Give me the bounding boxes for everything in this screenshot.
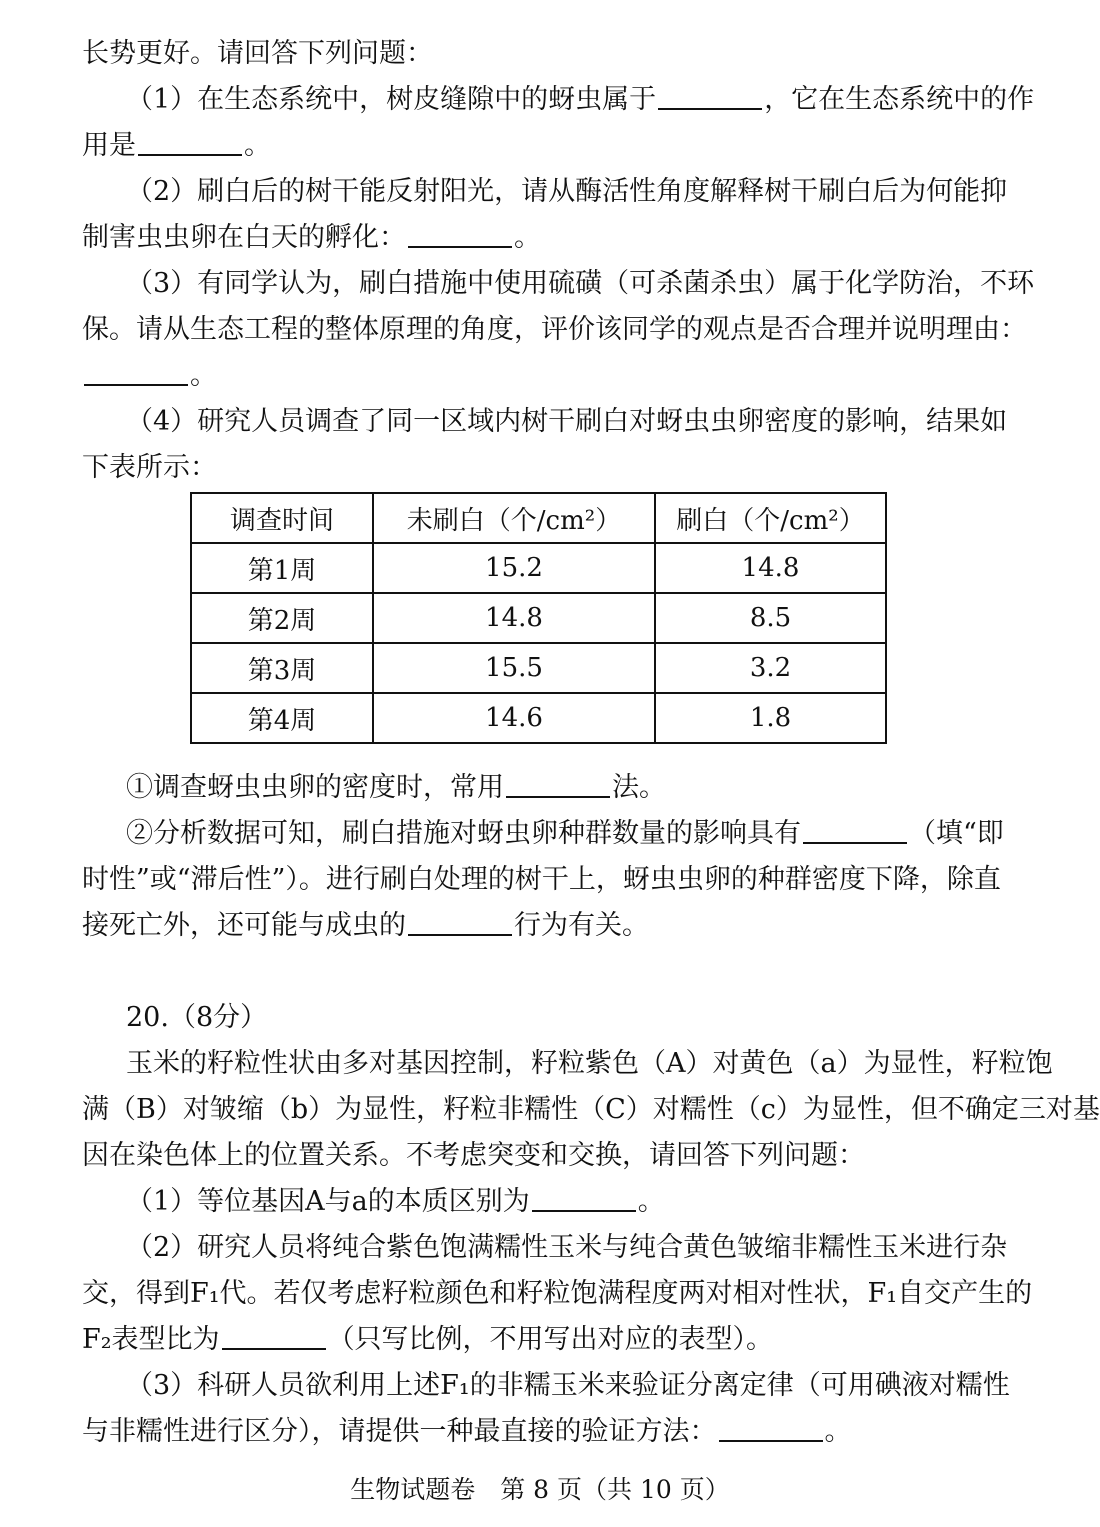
table-cell: 第2周 — [191, 593, 373, 643]
table-cell: 第3周 — [191, 643, 373, 693]
table-cell: 14.8 — [655, 543, 886, 593]
table-cell: 15.2 — [373, 543, 655, 593]
question-20-sub-2-line-3: F₂表型比为 （只写比例，不用写出对应的表型）。 — [82, 1324, 774, 1355]
answer-blank[interactable] — [408, 222, 512, 248]
egg-density-table — [190, 492, 887, 744]
question-20-title: 20.（8分） — [126, 1002, 268, 1033]
question-2-line-2: 制害虫虫卵在白天的孵化： 。 — [82, 222, 541, 253]
answer-blank[interactable] — [658, 84, 762, 110]
question-20-line-3: 因在染色体上的位置关系。不考虑突变和交换，请回答下列问题： — [82, 1140, 865, 1171]
sub-question-1: ①调查蚜虫虫卵的密度时，常用 法。 — [126, 772, 666, 803]
question-4-line-2: 下表所示： — [82, 452, 217, 483]
table-header-cell: 调查时间 — [191, 493, 373, 543]
table-row — [191, 593, 886, 643]
question-20-sub-3-line-1: （3）科研人员欲利用上述F₁的非糯玉米来验证分离定律（可用碘液对糯性 — [126, 1370, 1010, 1401]
table-header-cell: 未刷白（个/cm²） — [373, 493, 655, 543]
question-20-sub-2-line-1: （2）研究人员将纯合紫色饱满糯性玉米与纯合黄色皱缩非糯性玉米进行杂 — [126, 1232, 1008, 1263]
answer-blank[interactable] — [222, 1324, 326, 1350]
answer-blank[interactable] — [803, 818, 907, 844]
question-1-line-1: （1）在生态系统中，树皮缝隙中的蚜虫属于 ，它在生态系统中的作 — [126, 84, 1035, 115]
question-2-line-1: （2）刷白后的树干能反射阳光，请从酶活性角度解释树干刷白后为何能抑 — [126, 176, 1008, 207]
question-4-line-1: （4）研究人员调查了同一区域内树干刷白对蚜虫虫卵密度的影响，结果如 — [126, 406, 1008, 437]
question-20-sub-3-line-2: 与非糯性进行区分），请提供一种最直接的验证方法： 。 — [82, 1416, 852, 1447]
table-cell: 14.8 — [373, 593, 655, 643]
sub-question-2-line-1: ②分析数据可知，刷白措施对蚜虫卵种群数量的影响具有 （填“即 — [126, 818, 1004, 849]
table-header-cell: 刷白（个/cm²） — [655, 493, 886, 543]
table-cell: 1.8 — [655, 693, 886, 743]
question-20-line-2: 满（B）对皱缩（b）为显性，籽粒非糯性（C）对糯性（c）为显性，但不确定三对基 — [82, 1094, 1100, 1125]
question-3-line-2: 保。请从生态工程的整体原理的角度，评价该同学的观点是否合理并说明理由： — [82, 314, 1027, 345]
answer-blank[interactable] — [719, 1416, 823, 1442]
question-3-line-3: 。 — [82, 356, 998, 396]
table-header-row — [191, 493, 886, 543]
question-20-sub-1: （1）等位基因A与a的本质区别为 。 — [126, 1186, 665, 1217]
question-20-sub-2-line-2: 交，得到F₁代。若仅考虑籽粒颜色和籽粒饱满程度两对相对性状，F₁自交产生的 — [82, 1278, 1033, 1309]
table-row — [191, 643, 886, 693]
table-row — [191, 693, 886, 743]
question-1-line-2: 用是 。 — [82, 130, 271, 161]
page-footer: 生物试题卷 第 8 页（共 10 页） — [350, 1475, 730, 1504]
sub-question-2-line-2: 时性”或“滞后性”）。进行刷白处理的树干上，蚜虫虫卵的种群密度下降，除直 — [82, 864, 1001, 895]
table-cell: 3.2 — [655, 643, 886, 693]
table-row — [191, 543, 886, 593]
question-20-line-1: 玉米的籽粒性状由多对基因控制，籽粒紫色（A）对黄色（a）为显性，籽粒饱 — [126, 1048, 1053, 1079]
answer-blank[interactable] — [138, 130, 242, 156]
answer-blank[interactable] — [84, 360, 188, 386]
table-cell: 第4周 — [191, 693, 373, 743]
sub-question-2-line-3: 接死亡外，还可能与成虫的 行为有关。 — [82, 910, 649, 941]
table-cell: 14.6 — [373, 693, 655, 743]
question-3-line-1: （3）有同学认为，刷白措施中使用硫磺（可杀菌杀虫）属于化学防治，不环 — [126, 268, 1035, 299]
intro-line: 长势更好。请回答下列问题： — [82, 38, 433, 69]
answer-blank[interactable] — [506, 772, 610, 798]
answer-blank[interactable] — [408, 910, 512, 936]
table-cell: 15.5 — [373, 643, 655, 693]
table-cell: 8.5 — [655, 593, 886, 643]
table-cell: 第1周 — [191, 543, 373, 593]
answer-blank[interactable] — [532, 1186, 636, 1212]
